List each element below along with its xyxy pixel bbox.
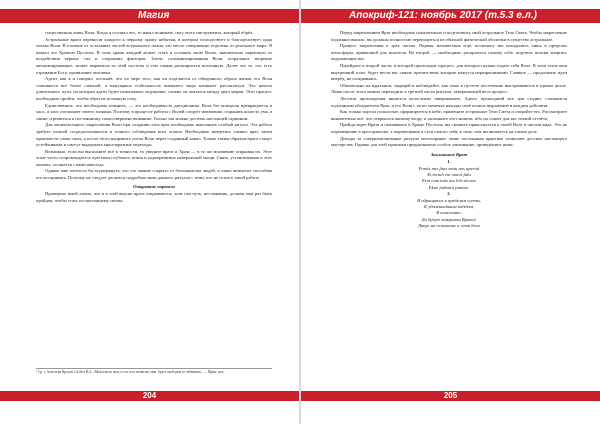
poem-line: Et tortuh ent omeis falu — [427, 171, 471, 177]
poem-line: Erni cum tutis mu lela nicaos — [422, 178, 476, 184]
page-number: 205 — [443, 391, 458, 400]
left-footer — [0, 391, 299, 401]
poem-line: Я обращаюсь к пределам суеты, — [417, 197, 481, 203]
paragraph: Адепт, как я и говорил, осознаёт, что по мере того, как он отдаляется от обыденного образа жизни, его Воля становится всё более сильной, а кажущаяся стабильность внешнего мира начинает рассыпаться. Это начало длительного пути, на котором адепт будет испытывать ощущение, словно он оказался между двух миров. Этот процесс необходимо пройти, чтобы обрести истинную силу. — [36, 76, 272, 101]
paragraph: Логотип прохождения является целостным завершением. Адепт, прошедший все три стадии, становится подлинным обладателем Врат, и его Воля с этого момента находит своё полное выражение в каждом действии. — [331, 95, 567, 108]
paragraph: существовала лишь Воля. Когда я осознал это, то начал понимать силу этого инструмента, который обрёл. — [45, 30, 254, 35]
poem-line: К удалённейшим звёздам, — [424, 203, 474, 209]
subheading: Открытие портала — [133, 183, 175, 189]
page-number: 204 — [142, 391, 157, 400]
paragraph: Единственное, что необходимо помнить, — это необходимость дисциплины. Воля без контроля превращается в хаос, а хаос поглощает своего хозяина. Поэтому в процессе работы с Волей следует неизменно сохранять ясность ума, а также стремиться к постоянному самосовершенствованию. Только так можно достичь настоящей гармонии. — [36, 102, 272, 121]
right-header — [301, 9, 600, 23]
poem-title: Заклинание Врат — [430, 151, 468, 157]
poem-line: Я повелеваю: — [436, 210, 462, 216]
paragraph: Проверено мной лично, что и в этой версии врата открываются, хотя сам путь, несомненно, должен ещё раз быть пройден, чтобы стать по-настоящему своим. — [36, 191, 272, 203]
paragraph: Пройдя через Врата и оказавшись в Храме Пустоты, вы сможете прикоснуться к своей Воле в чистом виде. Это не перемещение в пространстве, а перемещение к сути самого себя, к тому, чем вы являетесь на самом деле. — [331, 122, 567, 134]
incantation — [331, 152, 567, 230]
left-page — [0, 0, 299, 424]
right-body — [331, 30, 567, 230]
paragraph: Однако мне хотелось бы подчеркнуть, что это знание сокрыто от большинства людей, и лишь немногие способны его воспринять. Поэтому не следует делиться подробностями данного ритуала с теми, кто не готов к такой работе. — [36, 168, 272, 181]
paragraph: Доводы за совершенствование ритуала неоспоримы: лишь постоянная практика позволяет достичь настоящего мастерства. Однако для этой практики предназначено особое заклинание, приведённое ниже. — [331, 135, 567, 148]
left-header-title: Магия — [138, 10, 170, 21]
paragraph: Обязательно на вдыхании, сидящей и наблюдайте, как силы в пустоте постепенно выстраиваются в единое целое. Лишь после этого можно переходить к третьей части ритуала, завершающей весь процесс. — [331, 82, 567, 95]
right-footer — [301, 391, 600, 401]
paragraph: Для окончательного закрепления Воли при создании этих врат необходимо выполнить особый ритуал. Эта работа требует полной сосредоточенности и точного соблюдения всех этапов. Необходимо начертить символ врат, затем произнести слова силы, а после этого направить поток Воли через созданный канал. Только таким образом врата станут устойчивыми и смогут выдержать многократные переходы. — [36, 122, 272, 148]
poem-line: Да будут открыты Врата! — [421, 216, 477, 222]
left-header — [0, 9, 299, 23]
right-page — [301, 0, 600, 424]
poem-line: Pontis mei faux metu nos aperuit — [418, 165, 480, 171]
paragraph: Перед закреплением Врат необходимо показательно и подготовить свой астральное Тело Света. Чтобы закрепление подлинно вышло, вы должны полностью переродиться из обычной физической оболочки в существо астральное. — [331, 30, 567, 42]
poem-section-number: 2. — [447, 191, 451, 197]
paragraph: Астральные врата переносят каждого к чёрному храму небытия, в котором господствует и благоденствует одна только Воля. В отличие от остальных частей астрального плана, это место совершенно отделено от реального мира. Я назвал это Храмом Пустоты. В этом храме каждый может стать и осознать свою Волю, значительно окрепшую от воздействия чёрных сил и сторонних факторов. Затем, гальванизированная Воля, астральное творение механизированное, может вырваться из этой пустоты и тем самым расшириться вселенную. Далее это то, что есть отражение Бога, проявление человека. — [36, 36, 272, 75]
right-header-title: Апокриф-121: ноябрь 2017 (т.5.3 е.л.) — [349, 10, 537, 21]
poem-line: Ekuo juibatra pantuo. — [428, 184, 470, 190]
footnote: ¹ Ср. у Алистера Кроули («Liber B»): «Моя власть моя, и тот, кто позволит мне, будет свободен от забвения». — Прим. ред. — [36, 368, 272, 375]
poem-line: Дверь на основание к сетя бога — [418, 223, 480, 229]
paragraph: Перейдите к второй части, в которой происходит процесс, для которого нужно отдать себя Воле. В этом этапе ваш внутренний голос будет вести вас сквозь препятствия, которые кажутся неразрешимыми. Главное — продолжать идти вперёд, не оглядываясь. — [331, 62, 567, 82]
poem-section-number: 1. — [447, 159, 451, 165]
paragraph: Возможно, если вы выполните всё в точности, то увидите врата и Храм — в то же мгновение открывая их. Этот опыт часто сопровождается чувством глубокого покоя и одновременно невероятной мощи. Связь, установленная в этот момент, останется с вами навсегда. — [36, 148, 272, 167]
paragraph: Процесс закрепления в трёх частях. Первая, неизвестная ещё, поскольку мы находились лишь в пределах атмосферы, привычной для искателя. Во второй — необходимо раскрыться самому себе, ощутить потоки энергии, окружающие вас. — [331, 43, 567, 62]
left-body — [36, 30, 272, 204]
paragraph: Как только портал полностью сформируется в небе, примените астральное Тело Света и откройте его. Рассмотрите внимательно всё, что открылось вашему взору, и запомните этот момент, ибо он станет для вас точкой отсчёта. — [331, 109, 567, 121]
